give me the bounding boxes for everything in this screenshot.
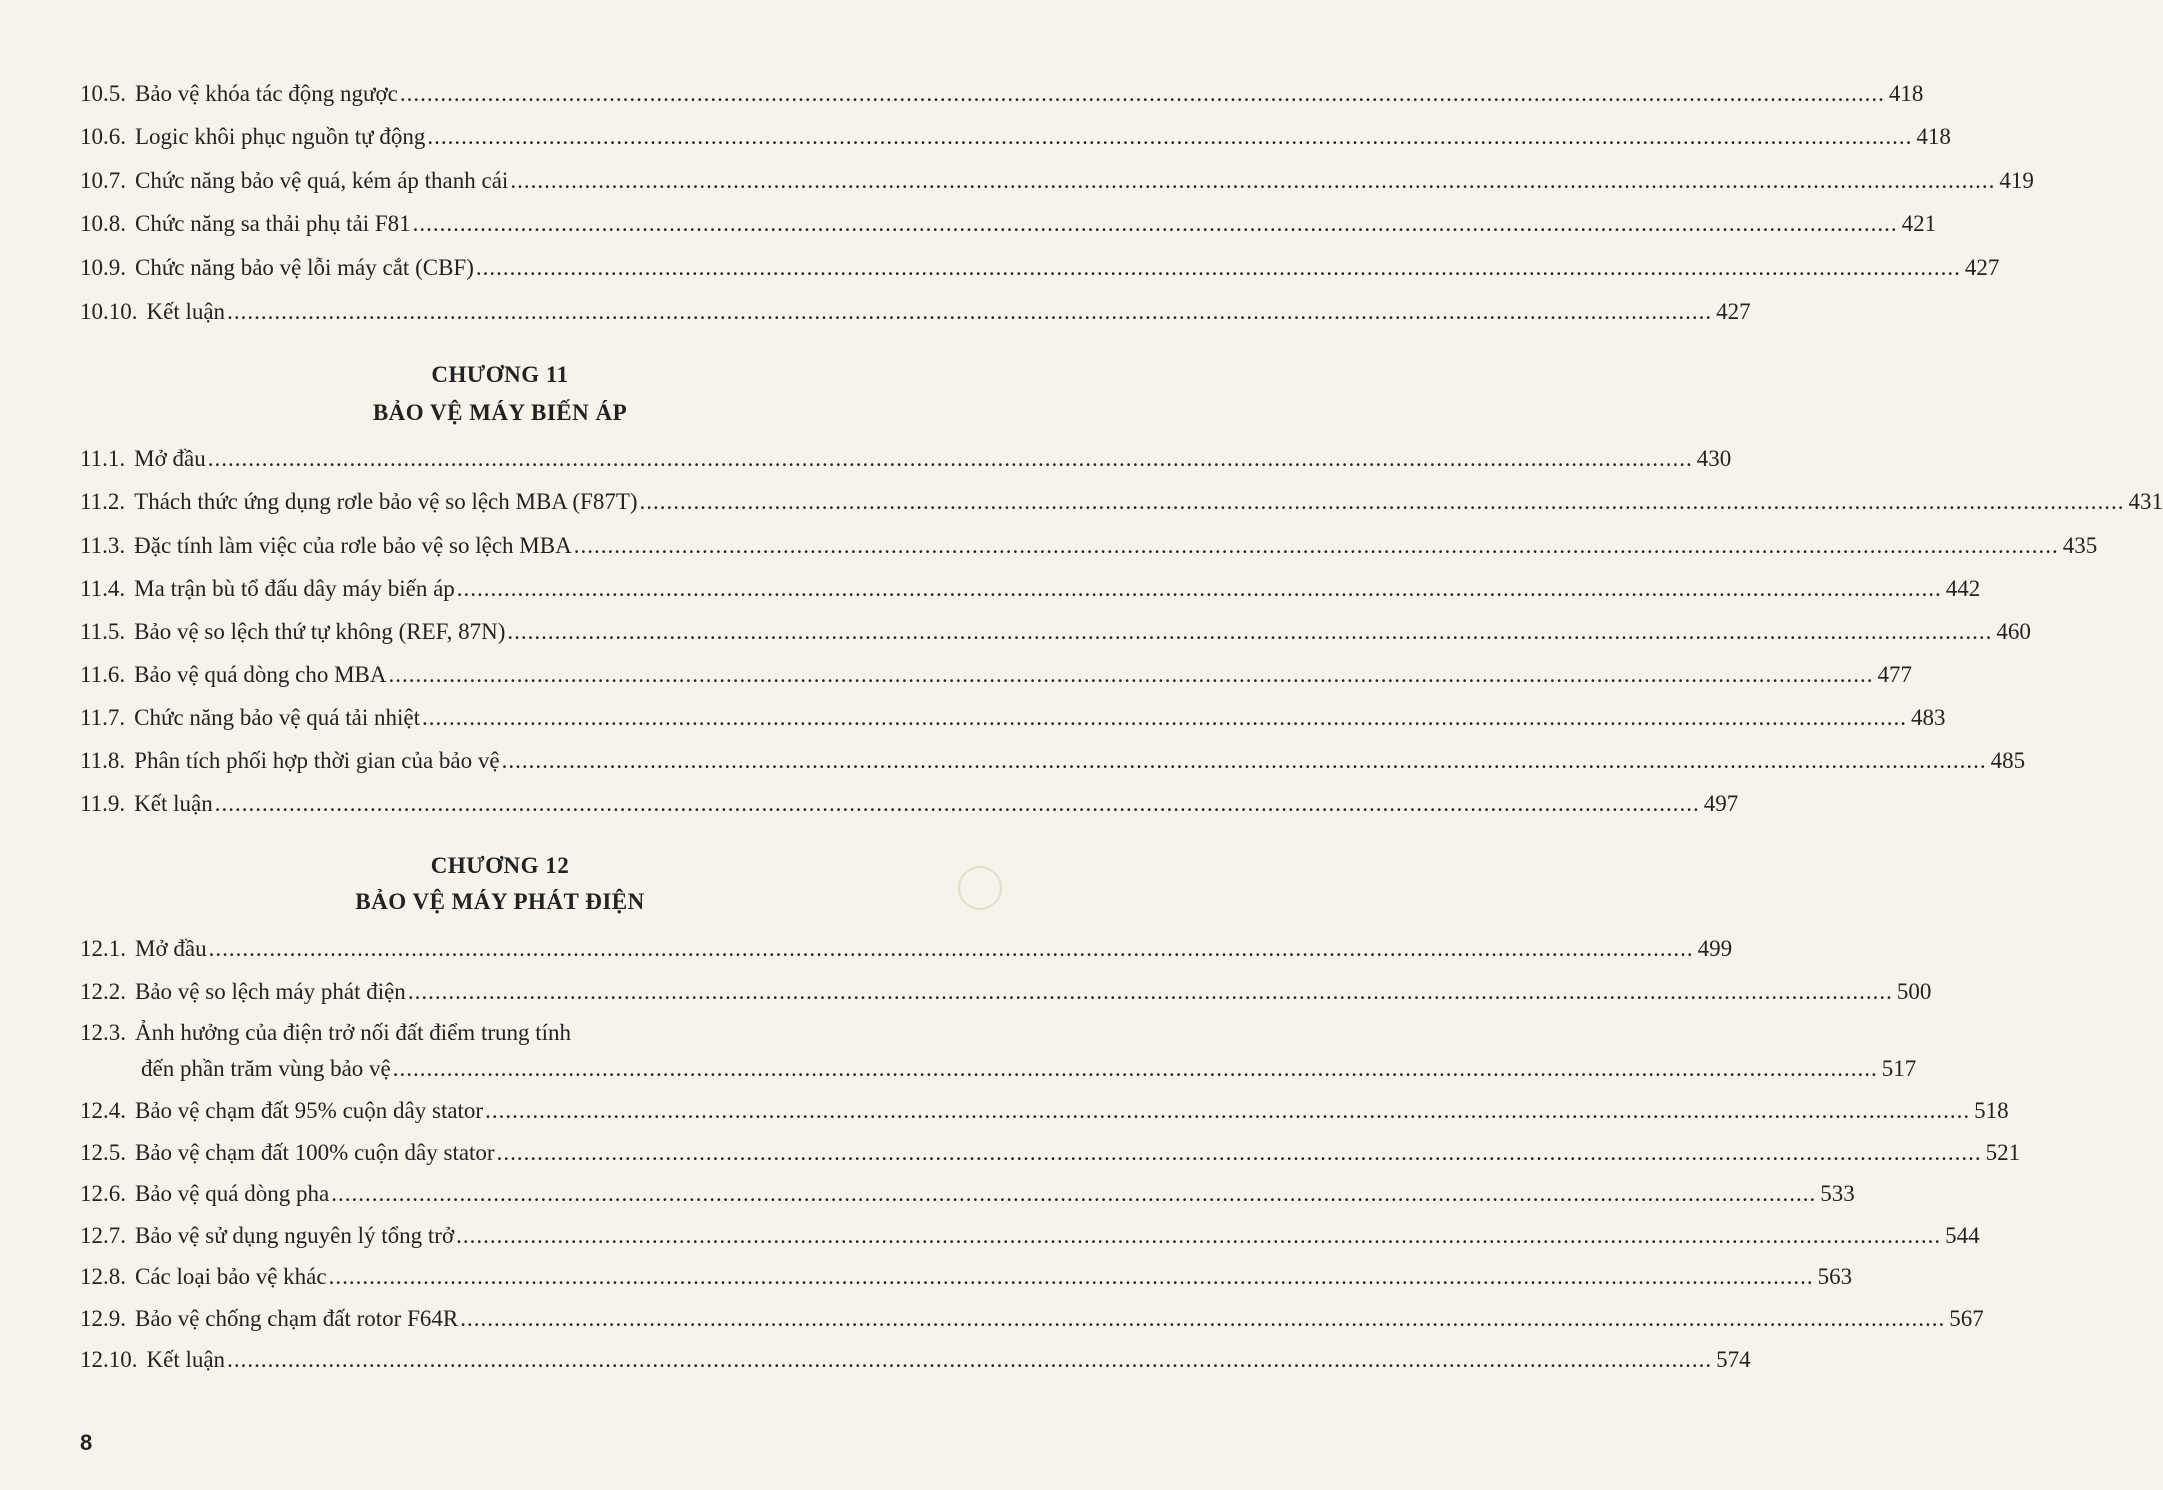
toc-entry-10-10[interactable] [80, 295, 1751, 329]
page-reference: 421 [1901, 211, 1937, 236]
toc-entry-12-10[interactable] [80, 1343, 1751, 1377]
section-number: 12.7. [80, 1223, 126, 1248]
page-reference: 521 [1985, 1140, 2021, 1165]
dot-leader: ............................................................................................................................................................................................................................ [456, 576, 1942, 601]
section-number: 12.1. [80, 936, 126, 961]
section-title: Đặc tính làm việc của rơle bảo vệ so lệch MBA [134, 533, 572, 558]
section-number: 11.8. [80, 748, 126, 773]
chapter-12-title: BẢO VỆ MÁY PHÁT ĐIỆN [355, 889, 645, 914]
section-number: 10.7. [80, 168, 126, 193]
dot-leader: ............................................................................................................................................................................................................................ [460, 1306, 1946, 1331]
dot-leader: ............................................................................................................................................................................................................................ [427, 124, 1913, 149]
page-reference: 574 [1716, 1347, 1751, 1372]
dot-leader: ............................................................................................................................................................................................................................ [485, 1098, 1971, 1123]
page-reference: 431 [2128, 489, 2163, 514]
section-title: Chức năng bảo vệ quá tải nhiệt [134, 705, 420, 730]
section-number: 11.3. [80, 533, 126, 558]
page-reference: 430 [1696, 446, 1732, 471]
page-reference: 427 [1964, 255, 2000, 280]
toc-entry-11-1[interactable] [80, 442, 1732, 476]
section-title: Bảo vệ so lệch thứ tự không (REF, 87N) [134, 619, 506, 644]
page-reference: 419 [1999, 168, 2034, 193]
toc-entry-10-6[interactable] [80, 120, 1951, 154]
dot-leader: ............................................................................................................................................................................................................................ [475, 255, 1961, 280]
section-title: Bảo vệ quá dòng pha [135, 1181, 330, 1206]
section-number: 11.1. [80, 446, 126, 471]
dot-leader: ............................................................................................................................................................................................................................ [507, 619, 1993, 644]
section-number: 12.5. [80, 1140, 126, 1165]
dot-leader: ............................................................................................................................................................................................................................ [573, 533, 2059, 558]
toc-entry-10-7[interactable] [80, 164, 2034, 198]
dot-leader: ............................................................................................................................................................................................................................ [388, 662, 1874, 687]
section-number: 10.8. [80, 211, 126, 236]
page-reference: 518 [1974, 1098, 2009, 1123]
dot-leader: ............................................................................................................................................................................................................................ [412, 211, 1898, 236]
dot-leader: ............................................................................................................................................................................................................................ [407, 979, 1893, 1004]
toc-entry-11-3[interactable] [80, 529, 2098, 563]
dot-leader: ............................................................................................................................................................................................................................ [496, 1140, 1982, 1165]
dot-leader: ............................................................................................................................................................................................................................ [207, 446, 1693, 471]
section-number: 12.9. [80, 1306, 126, 1331]
section-number: 11.7. [80, 705, 126, 730]
section-number: 11.4. [80, 576, 126, 601]
section-title: Mở đầu [134, 446, 206, 471]
dot-leader: ............................................................................................................................................................................................................................ [328, 1264, 1814, 1289]
toc-entry-12-3[interactable] [80, 1016, 953, 1050]
toc-entry-11-8[interactable] [80, 744, 2026, 778]
toc-entry-11-2[interactable] [80, 485, 2163, 519]
section-number: 12.3. [80, 1020, 126, 1045]
section-number: 11.2. [80, 489, 126, 514]
page-reference: 563 [1817, 1264, 1853, 1289]
toc-entry-10-9[interactable] [80, 251, 2000, 285]
section-number: 10.6. [80, 124, 126, 149]
section-title: Kết luận [134, 791, 213, 816]
dot-leader: ............................................................................................................................................................................................................................ [510, 168, 1996, 193]
page-number: 8 [80, 1430, 93, 1455]
toc-entry-12-5[interactable] [80, 1136, 2021, 1170]
page-reference: 485 [1990, 748, 2026, 773]
section-number: 10.9. [80, 255, 126, 280]
section-title: Kết luận [146, 1347, 226, 1372]
toc-entry-11-9[interactable] [80, 787, 1739, 821]
chapter-11-heading: CHƯƠNG 11 [431, 362, 569, 387]
section-number: 12.8. [80, 1264, 126, 1289]
toc-entry-11-5[interactable] [80, 615, 2031, 649]
toc-entry-12-7[interactable] [80, 1219, 1980, 1253]
chapter-11-title: BẢO VỆ MÁY BIẾN ÁP [372, 400, 628, 425]
section-title: Chức năng sa thải phụ tải F81 [135, 211, 411, 236]
toc-entry-12-6[interactable] [80, 1177, 1855, 1211]
section-title: Thách thức ứng dụng rơle bảo vệ so lệch MBA (F87T) [134, 489, 638, 514]
section-title: Phân tích phối hợp thời gian của bảo vệ [134, 748, 500, 773]
chapter-12-heading: CHƯƠNG 12 [430, 853, 570, 878]
section-title: Bảo vệ sử dụng nguyên lý tổng trở [135, 1223, 455, 1248]
section-number: 11.5. [80, 619, 126, 644]
section-title: Ma trận bù tổ đấu dây máy biến áp [134, 576, 455, 601]
toc-entry-11-7[interactable] [80, 701, 1946, 735]
toc-entry-11-4[interactable] [80, 572, 1981, 606]
toc-entry-12-2[interactable] [80, 975, 1932, 1009]
dot-leader: ............................................................................................................................................................................................................................ [214, 791, 1700, 816]
section-title-continuation: đến phần trăm vùng bảo vệ [141, 1056, 391, 1081]
dot-leader: ............................................................................................................................................................................................................................ [392, 1056, 1878, 1081]
dot-leader: ............................................................................................................................................................................................................................ [456, 1223, 1942, 1248]
toc-entry-12-3-continuation[interactable] [141, 1052, 1917, 1086]
section-title: Bảo vệ chạm đất 95% cuộn dây stator [135, 1098, 484, 1123]
page-reference: 500 [1896, 979, 1932, 1004]
page-reference: 567 [1949, 1306, 1984, 1331]
section-number: 11.9. [80, 791, 126, 816]
dot-leader: ............................................................................................................................................................................................................................ [501, 748, 1987, 773]
section-number: 12.4. [80, 1098, 126, 1123]
page-reference: 533 [1820, 1181, 1855, 1206]
section-title: Mở đầu [135, 936, 207, 961]
section-title: Bảo vệ chống chạm đất rotor F64R [135, 1306, 459, 1331]
page-reference: 477 [1877, 662, 1912, 687]
section-title: Chức năng bảo vệ quá, kém áp thanh cái [135, 168, 509, 193]
page-reference: 483 [1910, 705, 1946, 730]
page-reference: 435 [2062, 533, 2098, 558]
toc-entry-12-9[interactable] [80, 1302, 1984, 1336]
page-reference: 418 [1888, 81, 1924, 106]
toc-entry-10-8[interactable] [80, 207, 1937, 241]
dot-leader: ............................................................................................................................................................................................................................ [227, 1347, 1713, 1372]
paper-mark-decoration [958, 866, 1002, 910]
section-title: Bảo vệ so lệch máy phát điện [135, 979, 406, 1004]
dot-leader: ............................................................................................................................................................................................................................ [639, 489, 2125, 514]
section-title: Kết luận [146, 299, 226, 324]
toc-entry-12-4[interactable] [80, 1094, 2009, 1128]
toc-entry-11-6[interactable] [80, 658, 1912, 692]
page-reference: 460 [1996, 619, 2031, 644]
section-title: Bảo vệ khóa tác động ngược [135, 81, 398, 106]
page-reference: 544 [1945, 1223, 1980, 1248]
section-title: Bảo vệ quá dòng cho MBA [134, 662, 387, 687]
section-title: Bảo vệ chạm đất 100% cuộn dây stator [135, 1140, 495, 1165]
section-number: 10.5. [80, 81, 126, 106]
dot-leader: ............................................................................................................................................................................................................................ [421, 705, 1907, 730]
section-title: Chức năng bảo vệ lỗi máy cắt (CBF) [135, 255, 474, 280]
page-reference: 427 [1716, 299, 1751, 324]
page-reference: 517 [1881, 1056, 1917, 1081]
section-number: 10.10. [80, 299, 138, 324]
toc-entry-12-8[interactable] [80, 1260, 1853, 1294]
page-reference: 418 [1916, 124, 1951, 149]
toc-entry-12-1[interactable] [80, 932, 1733, 966]
dot-leader: ............................................................................................................................................................................................................................ [399, 81, 1885, 106]
section-number: 12.2. [80, 979, 126, 1004]
section-title: Ảnh hưởng của điện trở nối đất điểm trung tính [135, 1020, 572, 1045]
section-title: Logic khôi phục nguồn tự động [135, 124, 426, 149]
dot-leader: ............................................................................................................................................................................................................................ [208, 936, 1694, 961]
section-number: 12.10. [80, 1347, 138, 1372]
page-reference: 499 [1697, 936, 1733, 961]
dot-leader: ............................................................................................................................................................................................................................ [227, 299, 1713, 324]
page-reference: 497 [1703, 791, 1739, 816]
dot-leader: ............................................................................................................................................................................................................................ [331, 1181, 1817, 1206]
section-number: 11.6. [80, 662, 126, 687]
toc-entry-10-5[interactable] [80, 77, 1924, 111]
section-title: Các loại bảo vệ khác [135, 1264, 327, 1289]
section-number: 12.6. [80, 1181, 126, 1206]
page-reference: 442 [1945, 576, 1981, 601]
